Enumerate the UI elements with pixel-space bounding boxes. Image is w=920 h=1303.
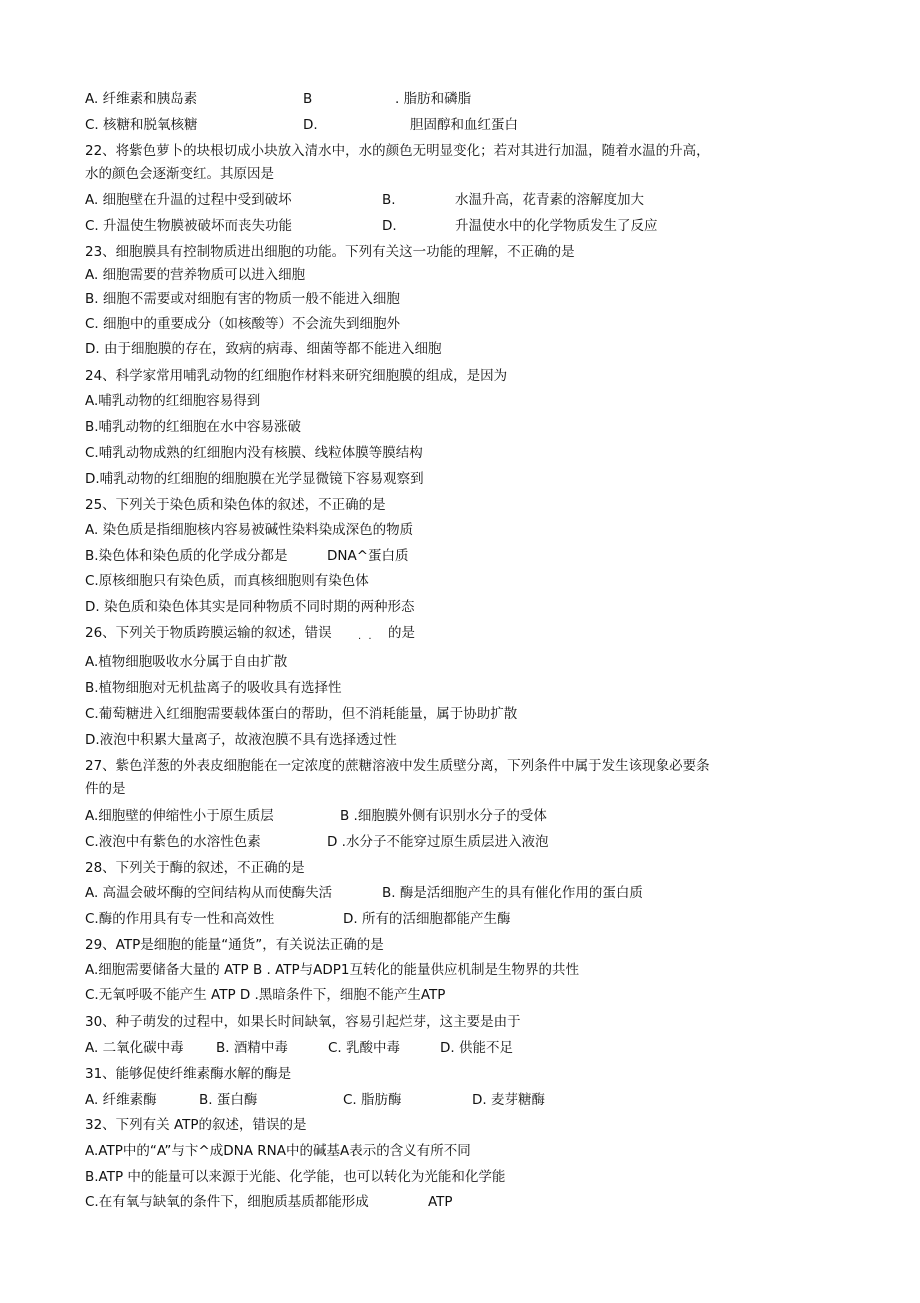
q27-stem-line1: 27、紫色洋葱的外表皮细胞能在一定浓度的蔗糖溶液中发生质壁分离，下列条件中属于发生该现象必要条	[85, 758, 710, 774]
q24-option-d: D.哺乳动物的红细胞的细胞膜在光学显微镜下容易观察到	[85, 471, 424, 487]
q25-option-b: B.染色体和染色质的化学成分都是	[85, 548, 288, 564]
q30-option-d: D. 供能不足	[440, 1040, 513, 1056]
q29-options-cd: C.无氧呼吸不能产生 ATP D .黑暗条件下，细胞不能产生ATP	[85, 987, 446, 1003]
q30-option-c: C. 乳酸中毒	[328, 1040, 401, 1056]
q22-option-a: A. 细胞壁在升温的过程中受到破坏	[85, 192, 292, 208]
q22-option-b-label: B.	[382, 192, 396, 208]
q22-option-c: C. 升温使生物膜被破坏而丧失功能	[85, 218, 293, 234]
q27-stem-line2: 件的是	[85, 781, 126, 797]
q26-stem-end: 的是	[388, 625, 415, 641]
q25-option-a: A. 染色质是指细胞核内容易被碱性染料染成深色的物质	[85, 522, 414, 538]
q32-option-c-text: ATP	[428, 1194, 453, 1210]
q26-option-b: B.植物细胞对无机盐离子的吸收具有选择性	[85, 680, 342, 696]
q27-option-b: B .细胞膜外侧有识别水分子的受体	[340, 808, 547, 824]
q22-option-d-text: 升温使水中的化学物质发生了反应	[455, 218, 658, 234]
q28-option-c: C.酶的作用具有专一性和高效性	[85, 911, 275, 927]
q23-option-b: B. 细胞不需要或对细胞有害的物质一般不能进入细胞	[85, 291, 400, 307]
q32-stem: 32、下列有关 ATP的叙述，错误的是	[85, 1117, 307, 1133]
q26-option-c: C.葡萄糖进入红细胞需要载体蛋白的帮助，但不消耗能量，属于协助扩散	[85, 706, 518, 722]
q21-option-b-text: . 脂肪和磷脂	[395, 91, 472, 107]
q32-option-b: B.ATP 中的能量可以来源于光能、化学能，也可以转化为光能和化学能	[85, 1169, 506, 1185]
q27-option-c: C.液泡中有紫色的水溶性色素	[85, 834, 261, 850]
q23-option-a: A. 细胞需要的营养物质可以进入细胞	[85, 267, 306, 283]
q27-option-d: D .水分子不能穿过原生质层进入液泡	[327, 834, 549, 850]
q24-option-c: C.哺乳动物成熟的红细胞内没有核膜、线粒体膜等膜结构	[85, 445, 423, 461]
q26-option-a: A.植物细胞吸收水分属于自由扩散	[85, 654, 288, 670]
q31-option-d: D. 麦芽糖酶	[472, 1092, 545, 1108]
q23-option-d: D. 由于细胞膜的存在，致病的病毒、细菌等都不能进入细胞	[85, 341, 442, 357]
q25-option-d: D. 染色质和染色体其实是同种物质不同时期的两种形态	[85, 599, 415, 615]
q22-stem-line1: 22、将紫色萝卜的块根切成小块放入清水中，水的颜色无明显变化；若对其进行加温，随着水温的升高，	[85, 143, 710, 159]
q31-option-b: B. 蛋白酶	[199, 1092, 258, 1108]
q29-stem: 29、ATP是细胞的能量“通货”，有关说法正确的是	[85, 937, 384, 953]
q21-option-b-label: B	[303, 91, 313, 107]
q28-stem: 28、下列关于酶的叙述，不正确的是	[85, 860, 305, 876]
q28-option-a: A. 高温会破坏酶的空间结构从而使酶失活	[85, 885, 333, 901]
q25-stem: 25、下列关于染色质和染色体的叙述，不正确的是	[85, 497, 386, 513]
q21-option-d-label: D.	[303, 117, 318, 133]
q32-option-a: A.ATP中的“A”与卞^成DNA RNA中的碱基A表示的含义有所不同	[85, 1143, 471, 1159]
q27-option-a: A.细胞壁的伸缩性小于原生质层	[85, 808, 274, 824]
q25-option-b-text: DNA^蛋白质	[327, 548, 409, 564]
q24-option-b: B.哺乳动物的红细胞在水中容易涨破	[85, 419, 302, 435]
q28-option-b: B. 酶是活细胞产生的具有催化作用的蛋白质	[382, 885, 643, 901]
q21-option-d-text: 胆固醇和血红蛋白	[410, 117, 518, 133]
q31-option-a: A. 纤维素酶	[85, 1092, 157, 1108]
q26-stem: 26、下列关于物质跨膜运输的叙述，错误	[85, 625, 332, 641]
q26-option-d: D.液泡中积累大量离子，故液泡膜不具有选择透过性	[85, 732, 397, 748]
q23-option-c: C. 细胞中的重要成分（如核酸等）不会流失到细胞外	[85, 316, 401, 332]
q29-options-ab: A.细胞需要储备大量的 ATP B . ATP与ADP1互转化的能量供应机制是生物界的共性	[85, 962, 580, 978]
q26-emphasis-dots: . .	[358, 631, 374, 642]
q25-option-c: C.原核细胞只有染色质，而真核细胞则有染色体	[85, 573, 369, 589]
q24-stem: 24、科学家常用哺乳动物的红细胞作材料来研究细胞膜的组成，是因为	[85, 368, 508, 384]
q30-option-b: B. 酒精中毒	[216, 1040, 288, 1056]
q30-option-a: A. 二氧化碳中毒	[85, 1040, 184, 1056]
q22-stem-line2: 水的颜色会逐渐变红。其原因是	[85, 166, 274, 182]
q22-option-b-text: 水温升高，花青素的溶解度加大	[455, 192, 644, 208]
q28-option-d: D. 所有的活细胞都能产生酶	[343, 911, 511, 927]
q24-option-a: A.哺乳动物的红细胞容易得到	[85, 393, 261, 409]
q31-stem: 31、能够促使纤维素酶水解的酶是	[85, 1066, 292, 1082]
q21-option-a: A. 纤维素和胰岛素	[85, 91, 198, 107]
q21-option-c: C. 核糖和脱氧核糖	[85, 117, 198, 133]
q23-stem: 23、细胞膜具有控制物质进出细胞的功能。下列有关这一功能的理解，不正确的是	[85, 244, 575, 260]
q32-option-c: C.在有氧与缺氧的条件下，细胞质基质都能形成	[85, 1194, 369, 1210]
q31-option-c: C. 脂肪酶	[343, 1092, 402, 1108]
q22-option-d-label: D.	[382, 218, 397, 234]
q30-stem: 30、种子萌发的过程中，如果长时间缺氧，容易引起烂芽，这主要是由于	[85, 1014, 521, 1030]
